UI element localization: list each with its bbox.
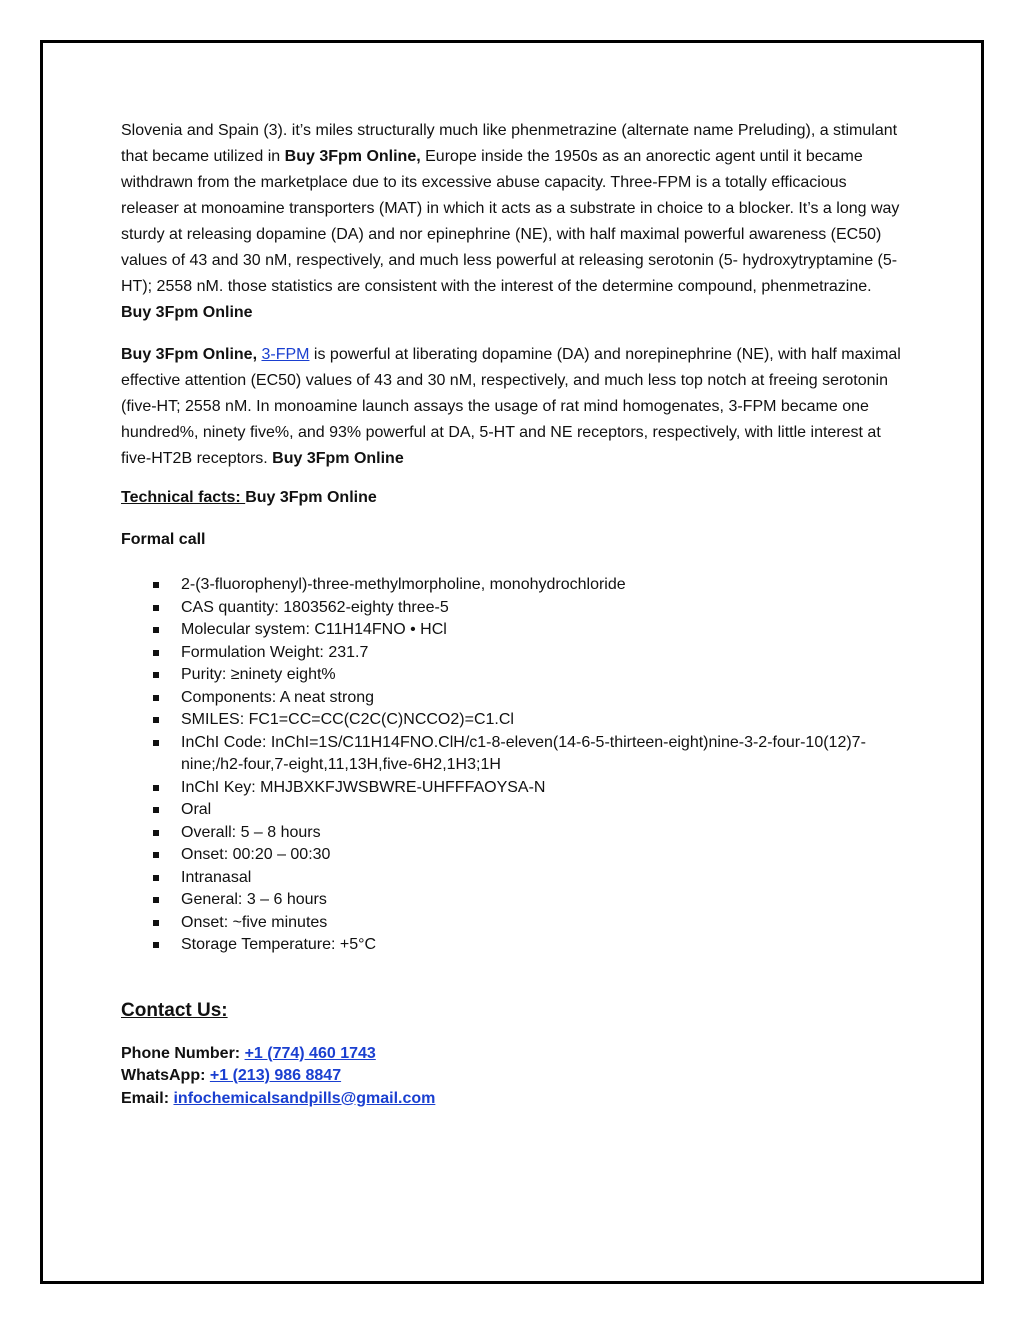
- square-bullet-icon: [153, 582, 159, 588]
- contact-whatsapp: WhatsApp: +1 (213) 986 8847: [121, 1067, 342, 1084]
- square-bullet-icon: [153, 740, 159, 746]
- fact-item: CAS quantity: 1803562-eighty three-5: [181, 597, 906, 620]
- facts-list: [121, 574, 906, 957]
- contact-phone: Phone Number: +1 (774) 460 1743: [121, 1044, 376, 1062]
- square-bullet-icon: [153, 695, 159, 701]
- fact-item: 2-(3-fluorophenyl)-three-methylmorpholine, monohydrochloride: [181, 574, 906, 597]
- phone-link[interactable]: +1 (774) 460 1743: [244, 1044, 376, 1062]
- square-bullet-icon: [153, 605, 159, 611]
- fact-item: Onset: 00:20 – 00:30: [181, 844, 906, 867]
- fact-item: Formulation Weight: 231.7: [181, 642, 906, 665]
- fact-item: SMILES: FC1=CC=CC(C2C(C)NCCO2)=C1.Cl: [181, 709, 906, 732]
- link-3fpm[interactable]: 3-FPM: [261, 346, 310, 363]
- fact-item: Overall: 5 – 8 hours: [181, 822, 906, 845]
- fact-item: General: 3 – 6 hours: [181, 889, 906, 912]
- email-link[interactable]: infochemicalsandpills@gmail.com: [173, 1089, 436, 1107]
- square-bullet-icon: [153, 650, 159, 656]
- square-bullet-icon: [153, 875, 159, 881]
- square-bullet-icon: [153, 920, 159, 926]
- whatsapp-link[interactable]: +1 (213) 986 8847: [209, 1067, 342, 1084]
- paragraph-pharmacology: Buy 3Fpm Online, 3-FPM is powerful at liberating dopamine (DA) and norepinephrine (NE), with half maximal effective attention (EC50) values of 43 and 30 nM, respectively, and much less top notch at freeing serotonin (five-HT; 2558 nM. In monoamine launch assays the usage of rat mind homogenates, 3-FPM became one hundred%, ninety five%, and 93% powerful at DA, 5-HT and NE receptors, respectively, with little interest at five-HT2B receptors. Buy 3Fpm Online: [121, 346, 901, 467]
- square-bullet-icon: [153, 785, 159, 791]
- fact-item: Storage Temperature: +5°C: [181, 934, 906, 957]
- technical-facts-heading: Technical facts: Buy 3Fpm Online: [121, 489, 377, 506]
- bold-buy-phrase: Buy 3Fpm Online: [272, 450, 404, 467]
- formal-call-heading: Formal call: [121, 531, 206, 548]
- fact-item: Components: A neat strong: [181, 687, 906, 710]
- square-bullet-icon: [153, 627, 159, 633]
- fact-item: Molecular system: C11H14FNO • HCl: [181, 619, 906, 642]
- contact-title: Contact Us:: [121, 999, 228, 1021]
- contact-email: Email: infochemicalsandpills@gmail.com: [121, 1089, 436, 1107]
- bold-buy-phrase: Buy 3Fpm Online,: [284, 148, 421, 165]
- paragraph-intro: Slovenia and Spain (3). it’s miles structurally much like phenmetrazine (alternate name Preluding), a stimulant that became utilized in Buy 3Fpm Online, Europe inside the 1950s as an anorectic agent until it became withdrawn from the marketplace due to its excessive abuse capacity. Three-FPM is a totally efficacious releaser at monoamine transporters (MAT) in which it acts as a substrate in choice to a blocker. It’s a long way sturdy at releasing dopamine (DA) and nor epinephrine (NE), with half maximal powerful awareness (EC50) values of 43 and 30 nM, respectively, and much less powerful at releasing serotonin (5- hydroxytryptamine (5-HT); 2558 nM. those statistics are consistent with the interest of the determine compound, phenmetrazine. Buy 3Fpm Online: [121, 122, 900, 321]
- square-bullet-icon: [153, 942, 159, 948]
- square-bullet-icon: [153, 852, 159, 858]
- square-bullet-icon: [153, 897, 159, 903]
- fact-item: InChI Code: InChI=1S/C11H14FNO.ClH/c1-8-eleven(14-6-5-thirteen-eight)nine-3-2-four-10(12)7-nine;/h2-four,7-eight,11,13H,five-6H2,1H3;1H: [181, 732, 906, 777]
- fact-item: InChI Key: MHJBXKFJWSBWRE-UHFFFAOYSA-N: [181, 777, 906, 800]
- document-body: [121, 118, 906, 1110]
- fact-item: Onset: ~five minutes: [181, 912, 906, 935]
- square-bullet-icon: [153, 717, 159, 723]
- square-bullet-icon: [153, 807, 159, 813]
- fact-item: Oral: [181, 799, 906, 822]
- fact-item: Purity: ≥ninety eight%: [181, 664, 906, 687]
- square-bullet-icon: [153, 672, 159, 678]
- bold-buy-phrase: Buy 3Fpm Online,: [121, 346, 258, 363]
- square-bullet-icon: [153, 830, 159, 836]
- bold-buy-phrase: Buy 3Fpm Online: [121, 304, 253, 321]
- fact-item: Intranasal: [181, 867, 906, 890]
